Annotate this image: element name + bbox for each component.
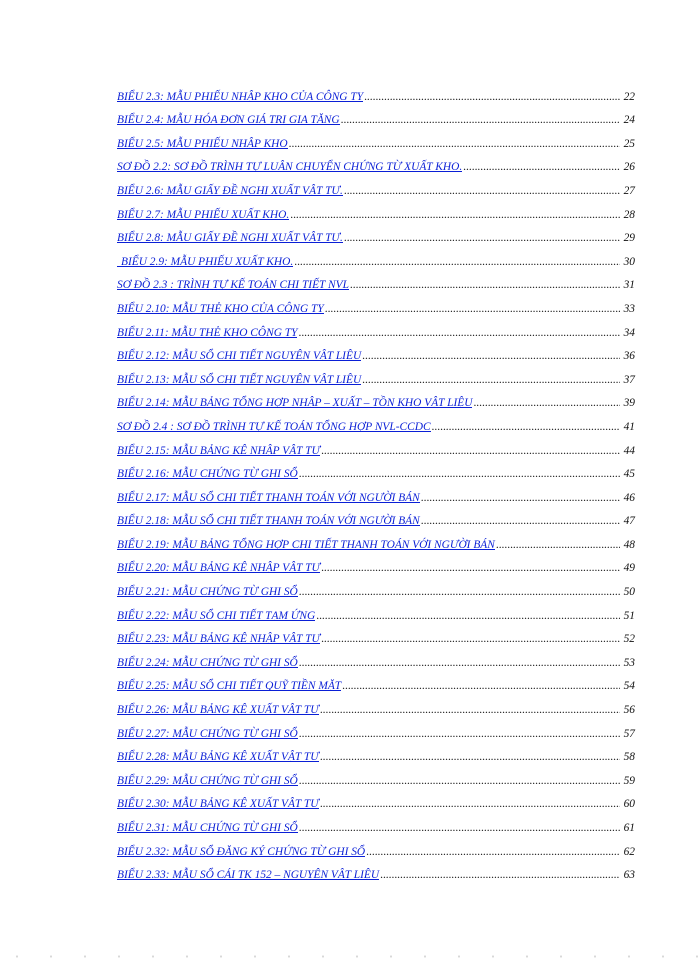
toc-entry[interactable]: [117, 480, 635, 504]
toc-entry[interactable]: [117, 315, 635, 339]
toc-leader-dots: [299, 728, 620, 740]
toc-entry[interactable]: [117, 433, 635, 457]
toc-entry-title: BIỂU 2.27: MẪU CHỨNG TỪ GHI SỔ: [117, 727, 298, 740]
toc-entry-page: 57: [623, 727, 635, 740]
toc-entry-page: 56: [623, 704, 635, 717]
toc-entry[interactable]: [117, 409, 635, 433]
toc-entry[interactable]: [117, 598, 635, 622]
toc-entry[interactable]: [117, 457, 635, 481]
toc-entry[interactable]: [117, 221, 635, 245]
table-of-contents: [117, 79, 635, 881]
toc-entry[interactable]: [117, 858, 635, 882]
toc-entry-title: BIỂU 2.23: MẪU BẢNG KÊ NHẬP VẬT TƯ: [117, 633, 321, 646]
toc-entry-title: BIỂU 2.32: MẪU SỔ ĐĂNG KÝ CHỨNG TỪ GHI SỔ: [117, 845, 366, 858]
toc-leader-dots: [432, 421, 620, 433]
toc-entry-page: 59: [623, 774, 635, 787]
toc-leader-dots: [299, 586, 620, 598]
toc-entry[interactable]: [117, 692, 635, 716]
toc-entry-title: BIỂU 2.12: MẪU SỔ CHI TIẾT NGUYÊN VẬT LIỆU: [117, 350, 362, 363]
toc-entry[interactable]: [117, 574, 635, 598]
toc-leader-dots: [344, 232, 620, 244]
toc-leader-dots: [341, 114, 620, 126]
toc-entry-page: 34: [623, 326, 635, 339]
toc-entry[interactable]: [117, 197, 635, 221]
toc-entry-title: BIỂU 2.5: MẪU PHIẾU NHẬP KHO: [117, 137, 288, 150]
toc-entry-title: BIỂU 2.17: MẪU SỔ CHI TIẾT THANH TOÁN VỚI NGƯỜI BÁN: [117, 491, 420, 504]
toc-entry[interactable]: [117, 103, 635, 127]
toc-leader-dots: [299, 657, 620, 669]
toc-entry-page: 53: [623, 656, 635, 669]
toc-entry-page: 26: [623, 161, 635, 174]
toc-entry-title: BIỂU 2.3: MẪU PHIẾU NHẬP KHO CỦA CÔNG TY: [117, 90, 364, 103]
toc-entry-title: BIỂU 2.25: MẪU SỔ CHI TIẾT QUỸ TIỀN MẶT: [117, 680, 342, 693]
toc-entry-title: BIỂU 2.19: MẪU BẢNG TỔNG HỢP CHI TIẾT THANH TOÁN VỚI NGƯỜI BÁN: [117, 538, 495, 551]
toc-entry[interactable]: [117, 150, 635, 174]
toc-leader-dots: [421, 492, 620, 504]
toc-leader-dots: [294, 256, 620, 268]
toc-leader-dots: [421, 515, 620, 527]
toc-entry[interactable]: [117, 362, 635, 386]
toc-entry-page: 41: [623, 420, 635, 433]
toc-entry-title: BIỂU 2.6: MẪU GIẤY ĐỀ NGHỊ XUẤT VẬT TƯ.: [117, 184, 343, 197]
toc-leader-dots: [321, 633, 620, 645]
toc-entry[interactable]: [117, 763, 635, 787]
toc-entry-page: 45: [623, 468, 635, 481]
toc-entry-page: 33: [623, 302, 635, 315]
toc-entry[interactable]: [117, 244, 635, 268]
toc-entry-title: BIỂU 2.10: MẪU THẺ KHO CỦA CÔNG TY: [117, 302, 324, 315]
toc-entry-title: BIỂU 2.9: MẪU PHIẾU XUẤT KHO.: [117, 256, 293, 268]
toc-leader-dots: [473, 397, 620, 409]
toc-entry[interactable]: [117, 669, 635, 693]
toc-entry-page: 63: [623, 869, 635, 882]
toc-leader-dots: [321, 562, 620, 574]
toc-leader-dots: [325, 303, 620, 315]
toc-leader-dots: [321, 445, 620, 457]
toc-entry-title: BIỂU 2.18: MẪU SỔ CHI TIẾT THANH TOÁN VỚI NGƯỜI BÁN: [117, 515, 420, 528]
toc-entry[interactable]: [117, 622, 635, 646]
toc-entry-page: 27: [623, 184, 635, 197]
toc-leader-dots: [362, 374, 620, 386]
toc-leader-dots: [350, 279, 620, 291]
toc-entry-title: BIỂU 2.26: MẪU BẢNG KÊ XUẤT VẬT TƯ: [117, 704, 319, 717]
toc-leader-dots: [299, 822, 620, 834]
toc-entry[interactable]: [117, 79, 635, 103]
toc-entry-page: 46: [623, 491, 635, 504]
toc-entry-title: BIỂU 2.16: MẪU CHỨNG TỪ GHI SỔ: [117, 468, 298, 481]
toc-leader-dots: [463, 161, 620, 173]
toc-entry[interactable]: [117, 834, 635, 858]
toc-leader-dots: [364, 91, 620, 103]
toc-leader-dots: [362, 350, 620, 362]
toc-entry-title: BIỂU 2.29: MẪU CHỨNG TỪ GHI SỔ: [117, 774, 298, 787]
toc-leader-dots: [320, 704, 620, 716]
toc-entry-title: BIỂU 2.13: MẪU SỔ CHI TIẾT NGUYÊN VẬT LIỆU: [117, 373, 362, 386]
toc-leader-dots: [289, 138, 620, 150]
toc-entry-page: 30: [623, 255, 635, 268]
toc-leader-dots: [290, 209, 620, 221]
toc-entry-page: 54: [623, 680, 635, 693]
toc-entry[interactable]: [117, 716, 635, 740]
toc-entry[interactable]: [117, 268, 635, 292]
toc-entry-title: SƠ ĐỒ 2.4 : SƠ ĐỒ TRÌNH TỰ KẾ TOÁN TỔNG HỢP NVL-CCDC: [117, 420, 431, 433]
toc-entry-page: 25: [623, 137, 635, 150]
page-bottom-dotted-border: [0, 955, 700, 958]
toc-leader-dots: [344, 185, 620, 197]
toc-leader-dots: [380, 869, 620, 881]
toc-leader-dots: [298, 327, 620, 339]
toc-entry[interactable]: [117, 339, 635, 363]
toc-leader-dots: [320, 751, 620, 763]
toc-entry-page: 58: [623, 751, 635, 764]
toc-leader-dots: [299, 468, 620, 480]
toc-entry-page: 49: [623, 562, 635, 575]
toc-entry-title: BIỂU 2.30: MẪU BẢNG KÊ XUẤT VẬT TƯ: [117, 798, 319, 811]
toc-entry-page: 22: [623, 90, 635, 103]
toc-entry-page: 39: [623, 397, 635, 410]
toc-entry-page: 37: [623, 373, 635, 386]
toc-leader-dots: [316, 610, 620, 622]
toc-entry-title: BIỂU 2.8: MẪU GIẤY ĐỀ NGHỊ XUẤT VẬT TƯ.: [117, 232, 343, 245]
toc-entry-page: 61: [623, 822, 635, 834]
toc-leader-dots: [320, 798, 620, 810]
toc-entry-title: BIỂU 2.28: MẪU BẢNG KÊ XUẤT VẬT TƯ: [117, 751, 319, 764]
toc-entry-page: 50: [623, 586, 635, 599]
toc-entry-page: 36: [623, 350, 635, 363]
toc-entry[interactable]: [117, 291, 635, 315]
toc-entry-title: SƠ ĐỒ 2.3 : TRÌNH TỰ KẾ TOÁN CHI TIẾT NVL: [117, 279, 349, 292]
toc-leader-dots: [342, 680, 620, 692]
toc-entry-page: 24: [623, 114, 635, 127]
toc-entry[interactable]: [117, 527, 635, 551]
toc-entry[interactable]: [117, 645, 635, 669]
toc-entry-page: 62: [623, 845, 635, 858]
toc-entry-page: 60: [623, 798, 635, 811]
toc-entry-title: BIỂU 2.14: MẪU BẢNG TỔNG HỢP NHẬP – XUẤT – TỒN KHO VẬT LIỆU: [117, 397, 473, 410]
toc-entry-title: BIỂU 2.31: MẪU CHỨNG TỪ GHI SỔ: [117, 822, 298, 834]
toc-entry-page: 48: [623, 538, 635, 551]
toc-entry-title: BIỂU 2.22: MẪU SỔ CHI TIẾT TẠM ỨNG: [117, 609, 316, 622]
toc-entry-page: 51: [623, 609, 635, 622]
toc-entry-page: 47: [623, 515, 635, 528]
toc-entry-title: BIỂU 2.7: MẪU PHIẾU XUẤT KHO.: [117, 208, 290, 221]
toc-entry[interactable]: [117, 551, 635, 575]
toc-entry-title: SƠ ĐỒ 2.2: SƠ ĐỒ TRÌNH TỰ LUÂN CHUYỂN CHỨNG TỪ XUẤT KHO.: [117, 161, 463, 174]
toc-entry-title: BIỂU 2.21: MẪU CHỨNG TỪ GHI SỔ: [117, 586, 298, 599]
toc-entry[interactable]: [117, 386, 635, 410]
toc-leader-dots: [299, 775, 620, 787]
toc-entry[interactable]: [117, 810, 635, 834]
toc-entry[interactable]: [117, 740, 635, 764]
toc-entry-title: BIỂU 2.24: MẪU CHỨNG TỪ GHI SỔ: [117, 656, 298, 669]
toc-entry-page: 52: [623, 633, 635, 646]
toc-entry[interactable]: [117, 173, 635, 197]
toc-entry[interactable]: [117, 504, 635, 528]
toc-leader-dots: [366, 846, 620, 858]
toc-entry-title: BIỂU 2.4: MẪU HÓA ĐƠN GIÁ TRỊ GIA TĂNG: [117, 114, 340, 127]
toc-entry-page: 31: [623, 279, 635, 292]
toc-entry-title: BIỂU 2.15: MẪU BẢNG KÊ NHẬP VẬT TƯ: [117, 444, 321, 457]
toc-entry-page: 44: [623, 444, 635, 457]
toc-entry[interactable]: [117, 126, 635, 150]
toc-entry-page: 29: [623, 232, 635, 245]
toc-leader-dots: [496, 539, 620, 551]
toc-entry-page: 28: [623, 208, 635, 221]
toc-entry-title: BIỂU 2.33: MẪU SỔ CÁI TK 152 – NGUYÊN VẬT LIỆU: [117, 869, 380, 882]
toc-entry-title: BIỂU 2.11: MẪU THẺ KHO CÔNG TY: [117, 326, 298, 339]
toc-entry-title: BIỂU 2.20: MẪU BẢNG KÊ NHẬP VẬT TƯ: [117, 562, 321, 575]
toc-entry[interactable]: [117, 787, 635, 811]
